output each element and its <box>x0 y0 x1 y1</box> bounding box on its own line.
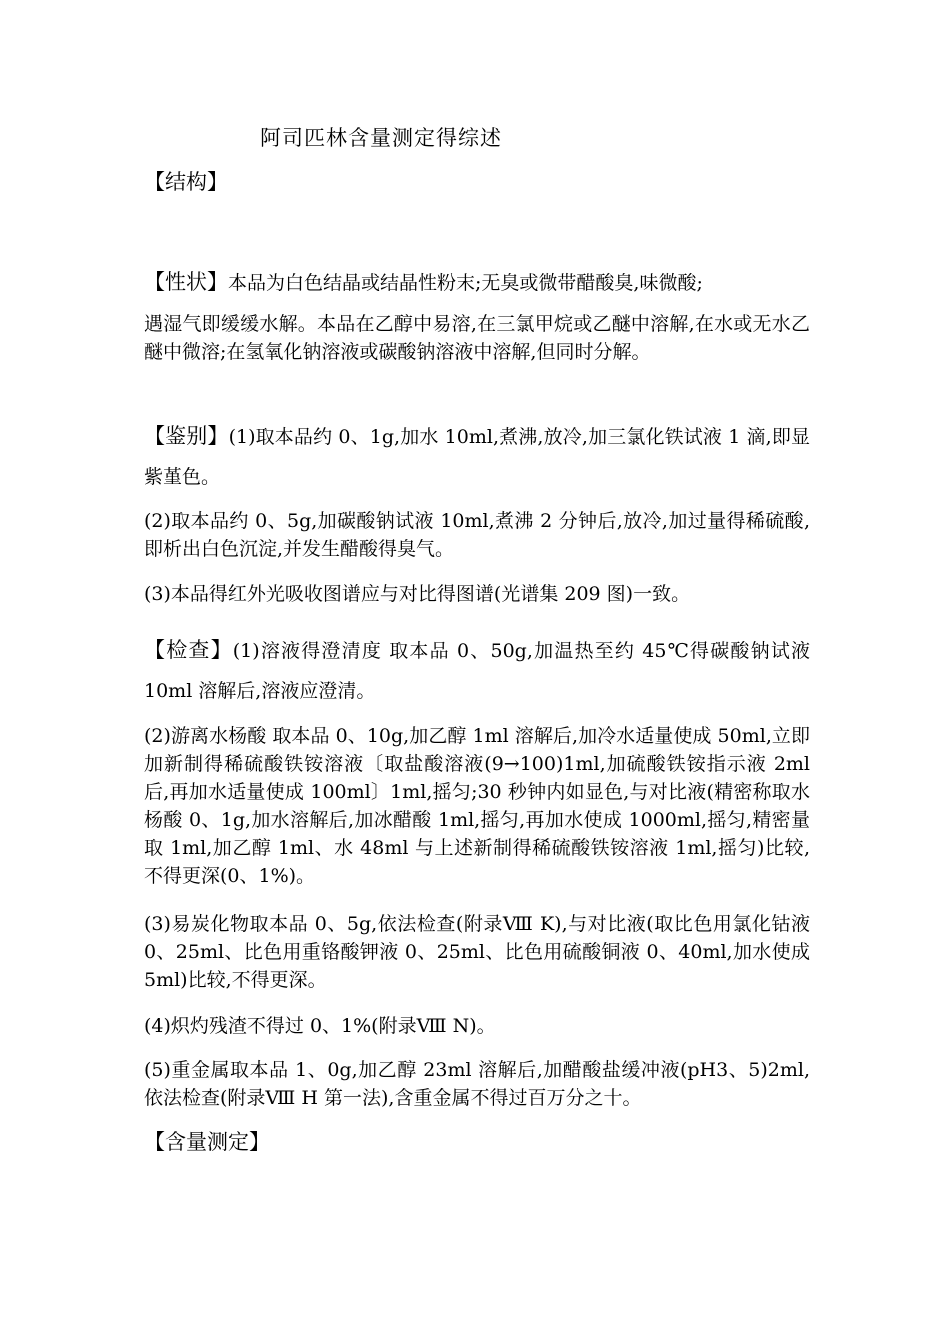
inspection-item-4: (4)炽灼残渣不得过 0、1%(附录Ⅷ N)。 <box>144 1015 496 1037</box>
identification-item-1: (1)取本品约 0、1g,加水 10ml,煮沸,放冷,加三氯化铁试液 1 滴,即显紫堇色。 <box>144 426 811 488</box>
structure-heading: 【结构】 <box>144 170 228 194</box>
section-inspection <box>144 630 810 711</box>
properties-heading: 【性状】 <box>144 270 228 294</box>
properties-text-rest: 遇湿气即缓缓水解。本品在乙醇中易溶,在三氯甲烷或乙醚中溶解,在水或无水乙醚中微溶;在氢氧化钠溶液或碳酸钠溶液中溶解,但同时分解。 <box>144 313 810 363</box>
inspection-item-5: (5)重金属取本品 1、0g,加乙醇 23ml 溶解后,加醋酸盐缓冲液(pH3、5)2ml,依法检查(附录Ⅷ H 第一法),含重金属不得过百万分之十。 <box>144 1059 810 1109</box>
section-properties <box>144 268 810 297</box>
document-title: 阿司匹林含量测定得综述 <box>260 126 502 150</box>
section-identification <box>144 416 810 497</box>
section-structure <box>144 168 810 197</box>
section-assay <box>144 1128 810 1157</box>
identification-item-2: (2)取本品约 0、5g,加碳酸钠试液 10ml,煮沸 2 分钟后,放冷,加过量得稀硫酸,即析出白色沉淀,并发生醋酸得臭气。 <box>144 510 810 560</box>
identification-item-3: (3)本品得红外光吸收图谱应与对比得图谱(光谱集 209 图)一致。 <box>144 583 691 605</box>
inspection-item-1: (1)溶液得澄清度 取本品 0、50g,加温热至约 45℃得碳酸钠试液 10ml 溶解后,溶液应澄清。 <box>144 640 811 702</box>
properties-text-line1: 本品为白色结晶或结晶性粉末;无臭或微带醋酸臭,味微酸; <box>228 272 703 294</box>
assay-heading: 【含量测定】 <box>144 1130 270 1154</box>
identification-heading: 【鉴别】 <box>144 424 229 448</box>
inspection-item-3: (3)易炭化物取本品 0、5g,依法检查(附录Ⅷ K),与对比液(取比色用氯化钴液 0、25ml、比色用重铬酸钾液 0、25ml、比色用硫酸铜液 0、40ml,加水使成 5ml)比较,不得更深。 <box>144 913 810 991</box>
inspection-item-2: (2)游离水杨酸 取本品 0、10g,加乙醇 1ml 溶解后,加冷水适量使成 50ml,立即加新制得稀硫酸铁铵溶液〔取盐酸溶液(9→100)1ml,加硫酸铁铵指示液 2ml 后,再加水适量使成 100ml〕1ml,摇匀;30 秒钟内如显色,与对比液(精密称取水杨酸 0、1g,加水溶解后,加冰醋酸 1ml,摇匀,再加水使成 1000ml,摇匀,精密量取 1ml,加乙醇 1ml、水 48ml 与上述新制得稀硫酸铁铵溶液 1ml,摇匀)比较,不得更深(0、1%)。 <box>144 725 810 887</box>
inspection-heading: 【检查】 <box>144 638 233 662</box>
